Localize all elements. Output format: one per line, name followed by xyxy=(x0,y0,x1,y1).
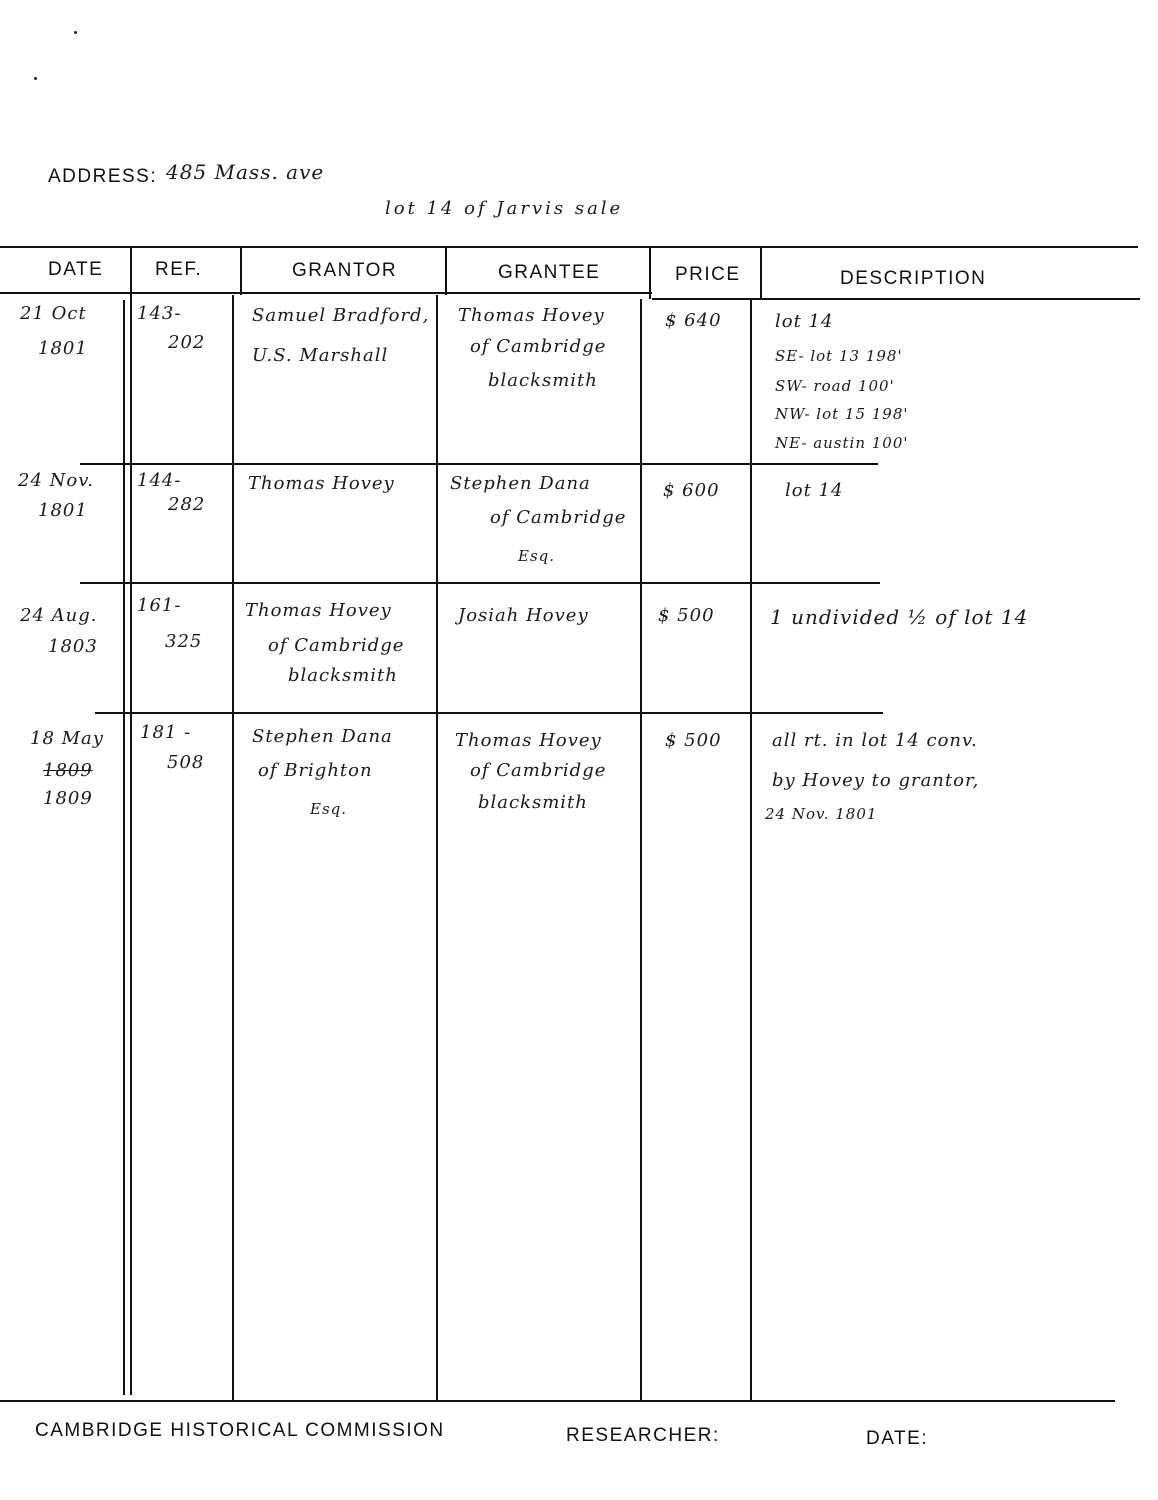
stray-mark xyxy=(74,31,77,34)
row-grantee: of Cambridge xyxy=(470,760,607,781)
row-date-day: 24 Nov. xyxy=(18,470,94,491)
row-grantee: of Cambridge xyxy=(490,507,627,528)
footer-commission: CAMBRIDGE HISTORICAL COMMISSION xyxy=(35,1420,445,1441)
header-price: PRICE xyxy=(675,264,741,285)
row-grantor: Stephen Dana xyxy=(252,726,393,747)
row-description: by Hovey to grantor, xyxy=(772,770,980,791)
row-description: NW- lot 15 198' xyxy=(775,405,909,423)
row-grantee: Stephen Dana xyxy=(450,473,591,494)
row-ref-book: 161- xyxy=(137,595,182,616)
row-date-year: 1801 xyxy=(38,338,88,359)
row-ref-page: 282 xyxy=(168,494,206,515)
column-divider xyxy=(130,247,132,1395)
row-description: 24 Nov. 1801 xyxy=(765,805,878,823)
address-label: ADDRESS: xyxy=(48,166,158,187)
row-grantor: blacksmith xyxy=(288,665,398,686)
row-grantee: blacksmith xyxy=(478,792,588,813)
row-divider xyxy=(80,463,878,465)
table-top-rule xyxy=(0,246,1138,248)
footer-date-label: DATE: xyxy=(866,1428,929,1449)
row-description: lot 14 xyxy=(775,311,834,332)
row-grantee: Thomas Hovey xyxy=(455,730,602,751)
row-grantee: of Cambridge xyxy=(470,336,607,357)
row-description: SE- lot 13 198' xyxy=(775,347,903,365)
row-grantor: Esq. xyxy=(310,800,348,818)
row-grantee: Thomas Hovey xyxy=(458,305,605,326)
row-grantor: Samuel Bradford, xyxy=(252,305,430,326)
row-description: lot 14 xyxy=(785,480,844,501)
row-date-day: 21 Oct xyxy=(20,303,87,324)
column-divider xyxy=(640,299,642,1400)
row-date-day: 18 May xyxy=(30,728,104,749)
row-grantee: Josiah Hovey xyxy=(458,605,589,626)
row-divider xyxy=(80,582,880,584)
row-description: all rt. in lot 14 conv. xyxy=(772,730,978,751)
row-grantor: Thomas Hovey xyxy=(245,600,392,621)
column-divider xyxy=(445,247,447,295)
row-grantor: of Brighton xyxy=(258,760,373,781)
row-price: $ 500 xyxy=(658,605,715,626)
row-description: SW- road 100' xyxy=(775,377,895,395)
header-date: DATE xyxy=(48,259,104,280)
row-description: NE- austin 100' xyxy=(775,434,909,452)
column-divider xyxy=(750,299,752,1400)
header-grantor: GRANTOR xyxy=(292,260,398,281)
row-price: $ 640 xyxy=(665,310,722,331)
row-price: $ 500 xyxy=(665,730,722,751)
row-date-year: 1803 xyxy=(48,636,98,657)
row-ref-page: 202 xyxy=(168,332,206,353)
row-grantee: Esq. xyxy=(518,547,556,565)
column-divider xyxy=(123,300,125,1395)
header-description: DESCRIPTION xyxy=(840,268,987,289)
header-grantee: GRANTEE xyxy=(498,262,601,283)
column-divider xyxy=(649,247,651,299)
row-ref-page: 325 xyxy=(165,631,203,652)
row-ref-book: 144- xyxy=(137,470,182,491)
table-bottom-rule xyxy=(0,1400,1115,1402)
column-divider xyxy=(232,295,234,1400)
row-date-struck: 1809 xyxy=(43,760,93,781)
row-description: 1 undivided ½ of lot 14 xyxy=(770,605,1029,629)
header-bottom-rule-left xyxy=(0,292,652,294)
stray-mark xyxy=(34,77,37,80)
column-divider xyxy=(436,295,438,1400)
header-bottom-rule-right xyxy=(652,298,1140,300)
row-price: $ 600 xyxy=(663,480,720,501)
row-ref-book: 181 - xyxy=(140,722,192,743)
row-date-day: 24 Aug. xyxy=(20,605,98,626)
row-grantee: blacksmith xyxy=(488,370,598,391)
row-date-year: 1801 xyxy=(38,500,88,521)
column-divider xyxy=(760,247,762,299)
row-ref-book: 143- xyxy=(137,303,182,324)
address-subtitle: lot 14 of Jarvis sale xyxy=(385,198,624,219)
header-ref: REF. xyxy=(155,259,203,280)
footer-researcher-label: RESEARCHER: xyxy=(566,1425,720,1446)
row-grantor: Thomas Hovey xyxy=(248,473,395,494)
row-grantor: of Cambridge xyxy=(268,635,405,656)
row-divider xyxy=(95,712,883,714)
address-value: 485 Mass. ave xyxy=(166,160,325,184)
row-date-year: 1809 xyxy=(43,788,93,809)
row-grantor: U.S. Marshall xyxy=(252,345,389,366)
row-ref-page: 508 xyxy=(167,752,205,773)
column-divider xyxy=(240,247,242,295)
